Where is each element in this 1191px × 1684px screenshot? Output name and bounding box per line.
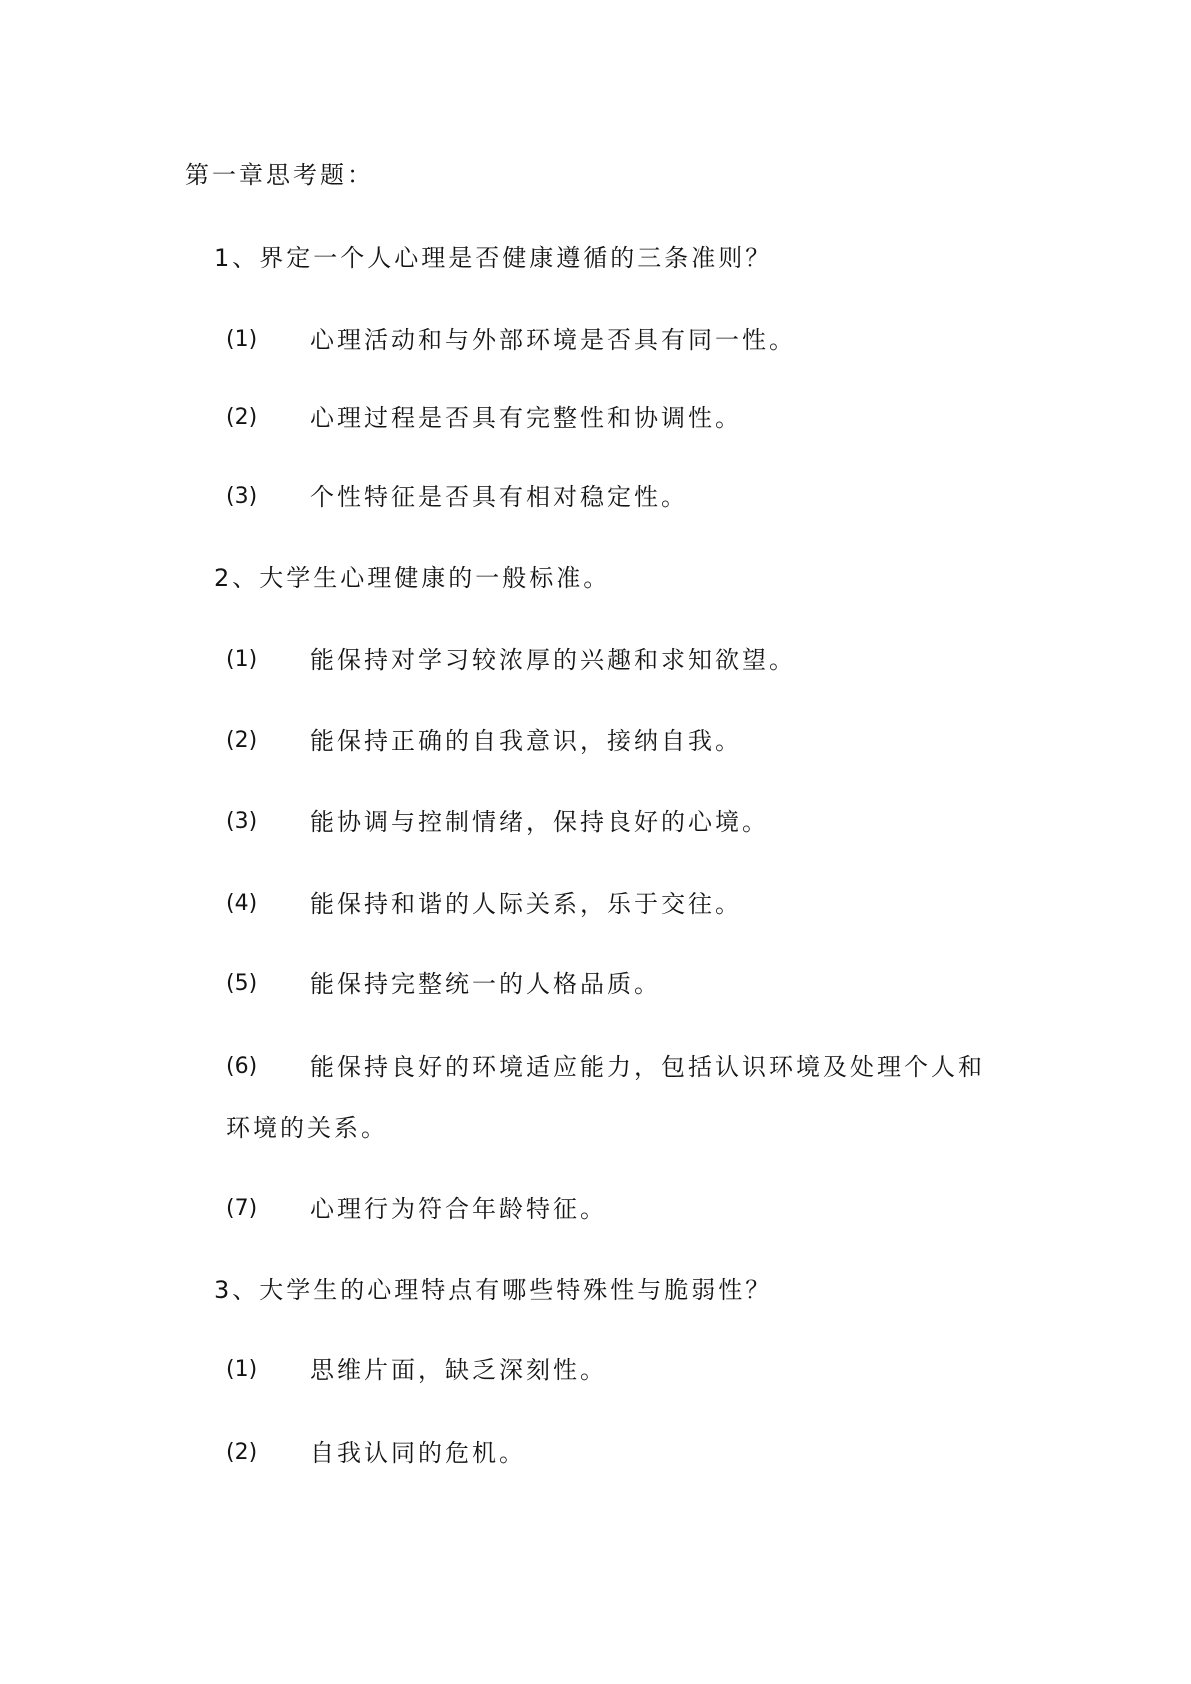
item-text: 心理行为符合年龄特征。	[310, 1195, 607, 1223]
item-text-continuation: 环境的关系。	[226, 1114, 388, 1142]
item-number: (3)	[226, 484, 258, 509]
item-number: (1)	[226, 327, 258, 352]
item-text: 个性特征是否具有相对稳定性。	[310, 483, 688, 511]
item-text: 能协调与控制情绪，保持良好的心境。	[310, 808, 769, 836]
item-number: (2)	[226, 405, 258, 430]
item-number: (1)	[226, 647, 258, 672]
item-number: (6)	[226, 1054, 258, 1079]
item-number: (4)	[226, 891, 258, 916]
item-number: (5)	[226, 971, 258, 996]
item-text: 能保持良好的环境适应能力，包括认识环境及处理个人和	[310, 1053, 985, 1081]
item-text: 能保持对学习较浓厚的兴趣和求知欲望。	[310, 646, 796, 674]
item-text: 能保持和谐的人际关系，乐于交往。	[310, 890, 742, 918]
item-number: (3)	[226, 809, 258, 834]
question-1-heading: 1、界定一个人心理是否健康遵循的三条准则？	[214, 244, 773, 272]
item-number: (2)	[226, 728, 258, 753]
question-3-heading: 3、大学生的心理特点有哪些特殊性与脆弱性？	[214, 1276, 773, 1304]
item-text: 能保持完整统一的人格品质。	[310, 970, 661, 998]
item-number: (2)	[226, 1440, 258, 1465]
question-2-heading: 2、大学生心理健康的一般标准。	[214, 564, 611, 592]
chapter-title: 第一章思考题：	[185, 161, 374, 189]
item-text: 思维片面，缺乏深刻性。	[310, 1356, 607, 1384]
item-number: (7)	[226, 1196, 258, 1221]
item-number: (1)	[226, 1357, 258, 1382]
item-text: 自我认同的危机。	[310, 1439, 526, 1467]
item-text: 能保持正确的自我意识，接纳自我。	[310, 727, 742, 755]
item-text: 心理活动和与外部环境是否具有同一性。	[310, 326, 796, 354]
item-text: 心理过程是否具有完整性和协调性。	[310, 404, 742, 432]
